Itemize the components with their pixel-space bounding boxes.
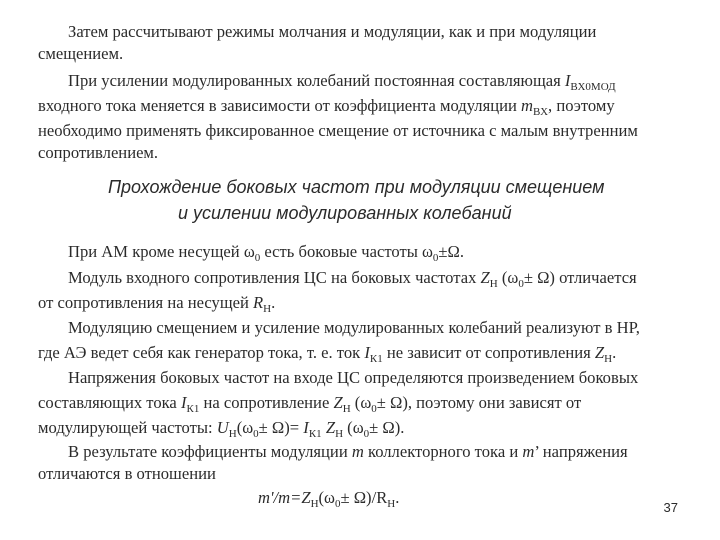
paragraph-3-line-1: При АМ кроме несущей $\omega_0$ есть боковые частоты $\omega_0\pm\Omega$. xyxy=(68,242,465,264)
paragraph-4-line-1: Модуль входного сопротивления ЦС на боковых частотах $Z_Н$ $(\omega_0\pm \Omega)$ отличается xyxy=(68,268,637,290)
formula: $m'/m=Z_Н(\omega_0\pm \Omega)/R_Н$. xyxy=(258,488,400,510)
paragraph-6-line-3: модулирующей частоты: $U_Н(\omega_0\pm \Omega)= I_{К1}$ $Z_Н$ $(\omega_0\pm \Omega)$. xyxy=(38,418,405,440)
section-heading-line-2: и усилении модулированных колебаний xyxy=(178,203,512,223)
paragraph-5-line-1: Модуляцию смещением и усиление модулированных колебаний реализуют в НР, xyxy=(68,318,640,337)
paragraph-7-line-1: В результате коэффициенты модуляции m коллекторного тока и m’ напряжения xyxy=(68,442,628,461)
paragraph-6-line-1: Напряжения боковых частот на входе ЦС определяются произведением боковых xyxy=(68,368,639,387)
paragraph-6-line-2: составляющих тока $I_{К1}$ на сопротивление $Z_Н$ $(\omega_0\pm \Omega)$, поэтому они зависят от xyxy=(38,393,582,415)
paragraph-4-line-2: от сопротивления на несущей $R_Н$. xyxy=(38,293,276,315)
paragraph-1-line-2: смещением. xyxy=(38,44,124,63)
paragraph-5-line-2: где АЭ ведет себя как генератор тока, т. е. ток $I_{К1}$ не зависит от сопротивления $Z_Н$. xyxy=(38,343,617,365)
paragraph-2-line-2: входного тока меняется в зависимости от коэффициента модуляции $m_{ВХ}$, поэтому xyxy=(38,96,615,118)
paragraph-2-line-1: При усилении модулированных колебаний постоянная составляющая $I_{ВХ0МОД}$ xyxy=(68,71,616,93)
paragraph-7-line-2: отличаются в отношении xyxy=(38,464,216,483)
paragraph-1-line-1: Затем рассчитывают режимы молчания и модуляции, как и при модуляции xyxy=(68,22,597,41)
page-number: 37 xyxy=(663,500,678,515)
section-heading-line-1: Прохождение боковых частот при модуляции смещением xyxy=(108,177,605,197)
paragraph-2-line-4: сопротивлением. xyxy=(38,143,159,162)
paragraph-2-line-3: необходимо применять фиксированное смещение от источника с малым внутренним xyxy=(38,121,638,140)
